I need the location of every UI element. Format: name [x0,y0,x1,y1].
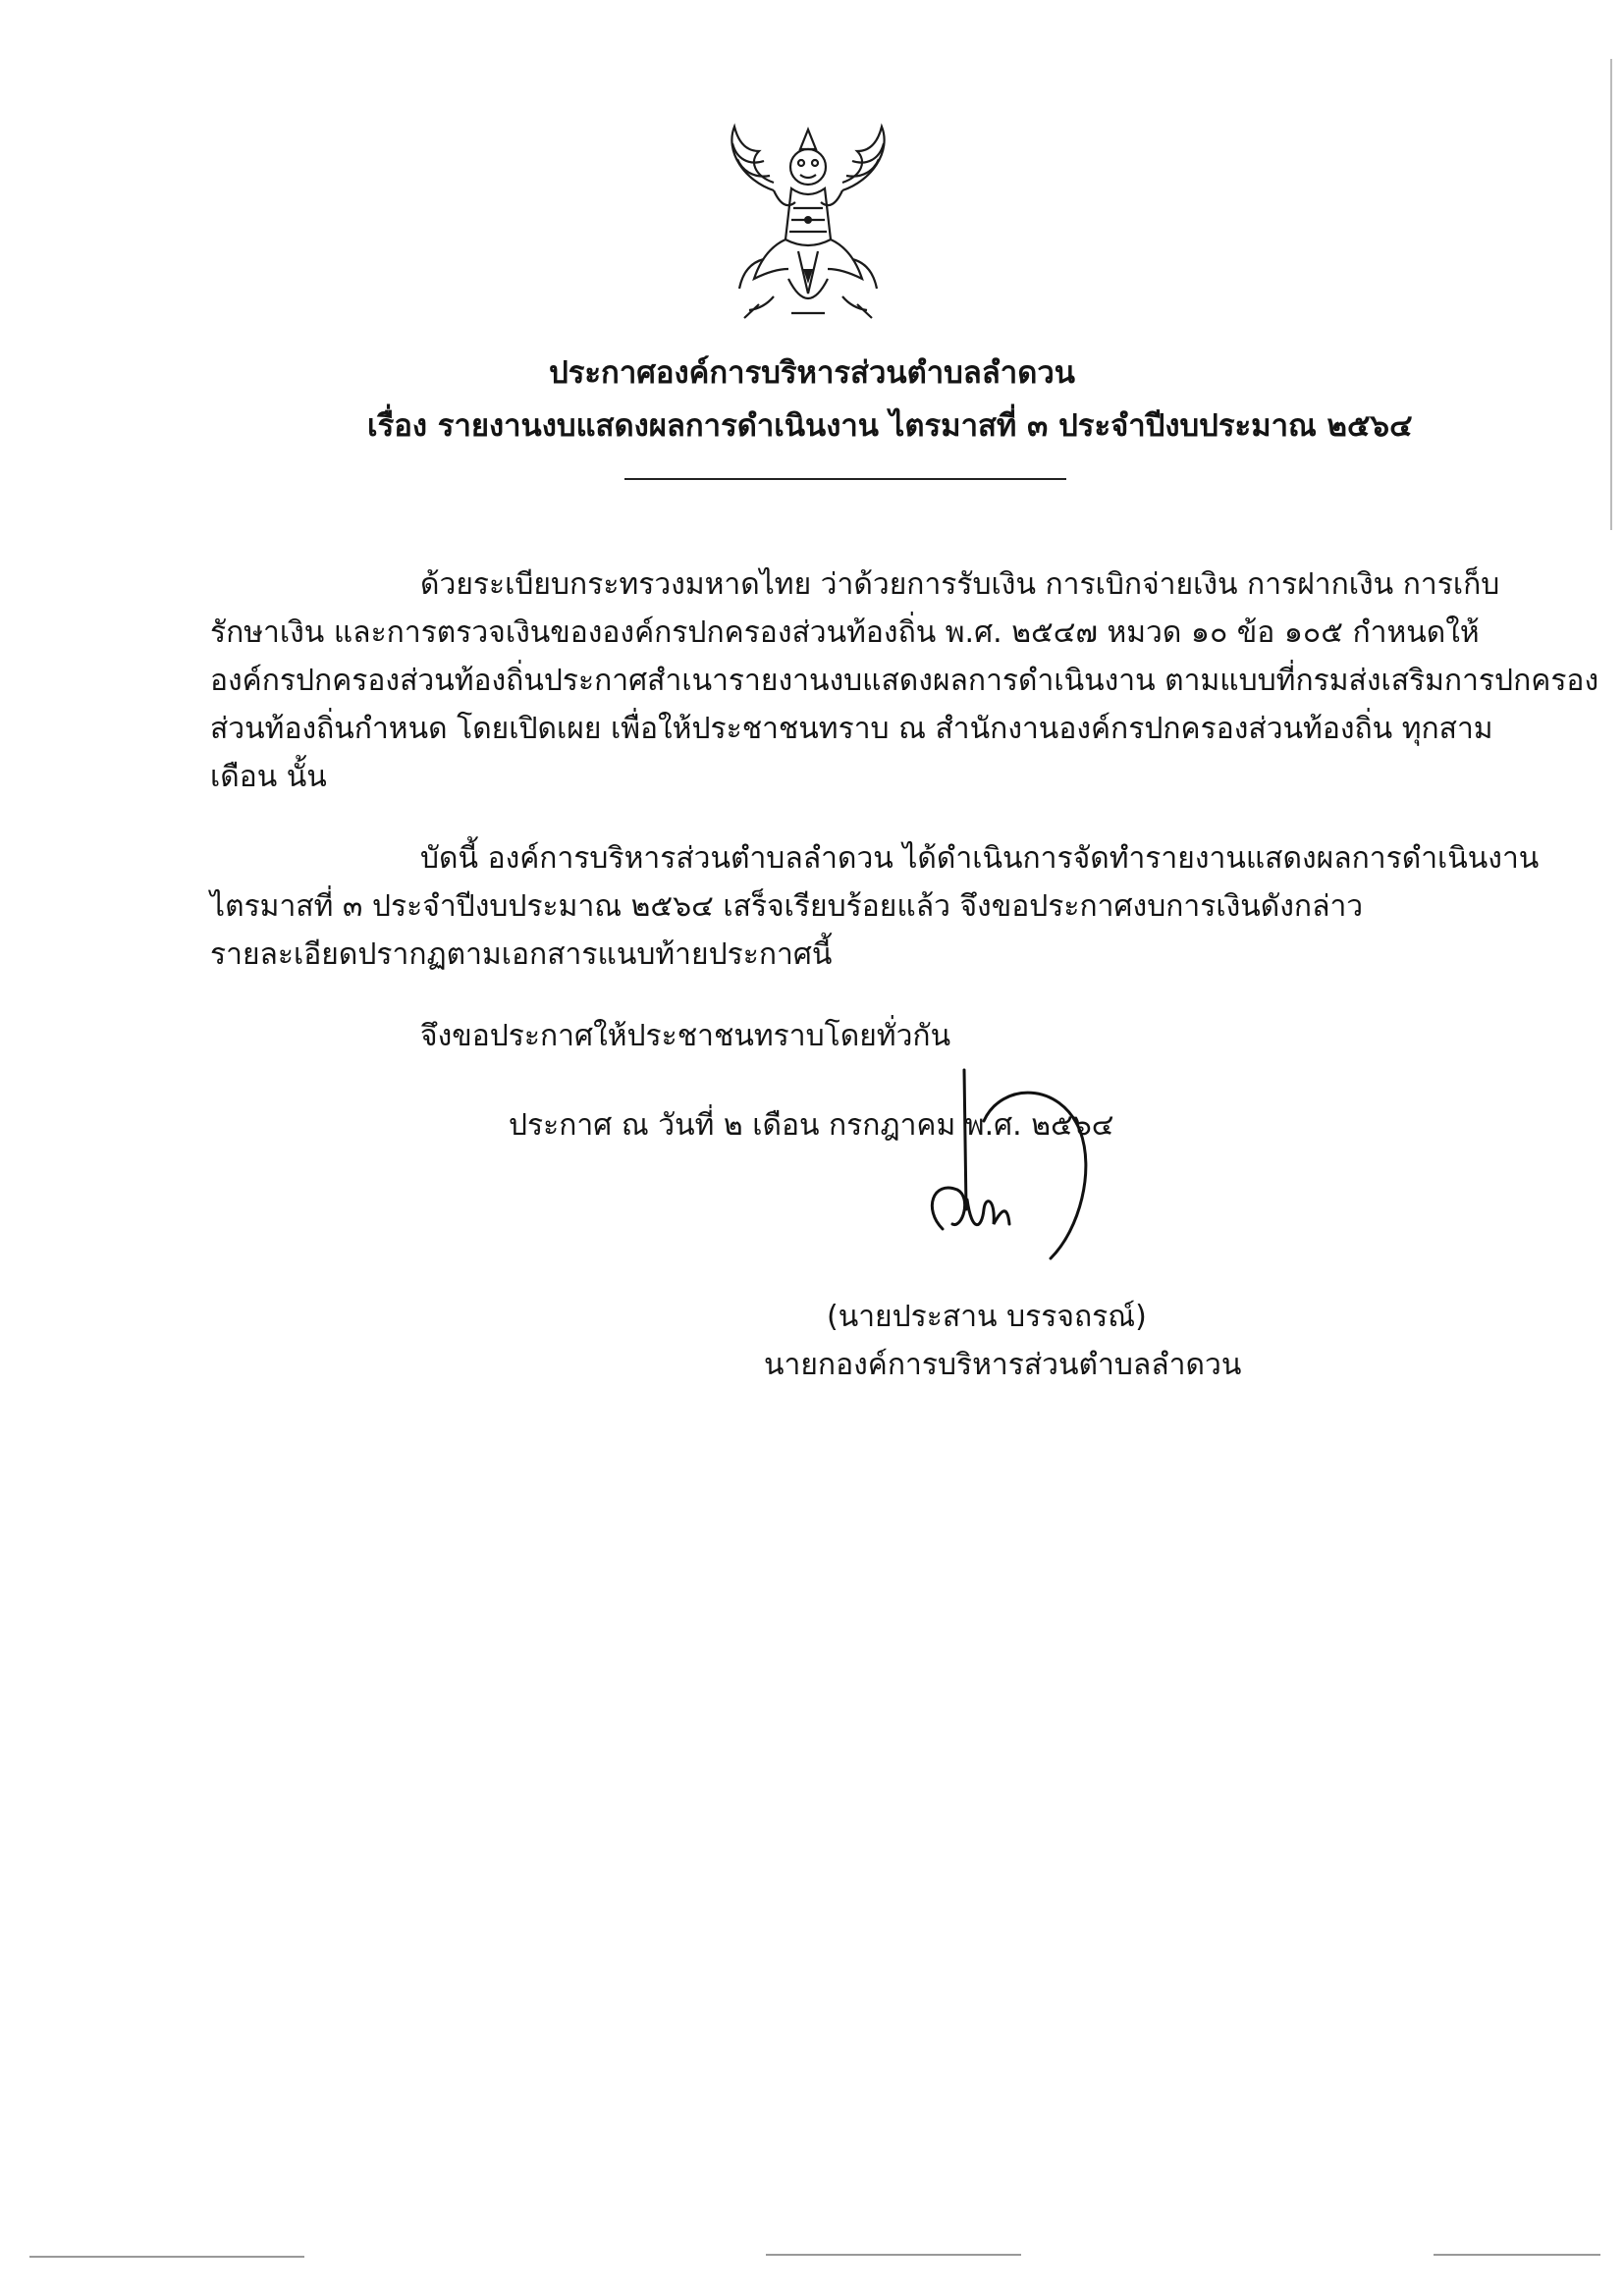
title-divider [624,478,1066,480]
announcement-date: ประกาศ ณ วันที่ ๒ เดือน กรกฎาคม พ.ศ. ๒๕๖๔ [509,1108,1114,1143]
signer-name: (นายประสาน บรรจถรณ์) [827,1300,1147,1334]
scan-artifact [1434,2254,1600,2256]
closing-statement: จึงขอประกาศให้ประชาชนทราบโดยทั่วกัน [420,1019,951,1053]
announcement-title: ประกาศองค์การบริหารส่วนตำบลลำดวน [549,355,1075,391]
signature [913,1062,1119,1288]
paragraph-1-line-1: ด้วยระเบียบกระทรวงมหาดไทย ว่าด้วยการรับเงิน การเบิกจ่ายเงิน การฝากเงิน การเก็บ [420,567,1500,602]
scan-artifact [766,2254,1021,2256]
paragraph-2-line-2: ไตรมาสที่ ๓ ประจำปีงบประมาณ ๒๕๖๔ เสร็จเรียบร้อยแล้ว จึงขอประกาศงบการเงินดังกล่าว [210,889,1364,924]
paragraph-1-line-4: ส่วนท้องถิ่นกำหนด โดยเปิดเผย เพื่อให้ประชาชนทราบ ณ สำนักงานองค์กรปกครองส่วนท้องถิ่น ทุกสาม [210,712,1493,746]
scan-artifact [29,2256,304,2258]
paragraph-1-line-2: รักษาเงิน และการตรวจเงินขององค์กรปกครองส่วนท้องถิ่น พ.ศ. ๒๕๔๗ หมวด ๑๐ ข้อ ๑๐๕ กำหนดให้ [210,615,1480,650]
paragraph-1-line-3: องค์กรปกครองส่วนท้องถิ่นประกาศสำเนารายงานงบแสดงผลการดำเนินงาน ตามแบบที่กรมส่งเสริมการปกครอง [210,664,1599,698]
scan-edge [1610,59,1612,530]
paragraph-2-line-3: รายละเอียดปรากฏตามเอกสารแนบท้ายประกาศนี้ [210,937,833,972]
announcement-subject: เรื่อง รายงานงบแสดงผลการดำเนินงาน ไตรมาสที่ ๓ ประจำปีงบประมาณ ๒๕๖๔ [367,408,1413,444]
paragraph-1-line-5: เดือน นั้น [210,760,327,794]
paragraph-2-line-1: บัดนี้ องค์การบริหารส่วนตำบลลำดวน ได้ดำเนินการจัดทำรายงานแสดงผลการดำเนินงาน [420,841,1540,876]
garuda-emblem [705,122,911,336]
signer-title: นายกองค์การบริหารส่วนตำบลลำดวน [764,1348,1242,1382]
